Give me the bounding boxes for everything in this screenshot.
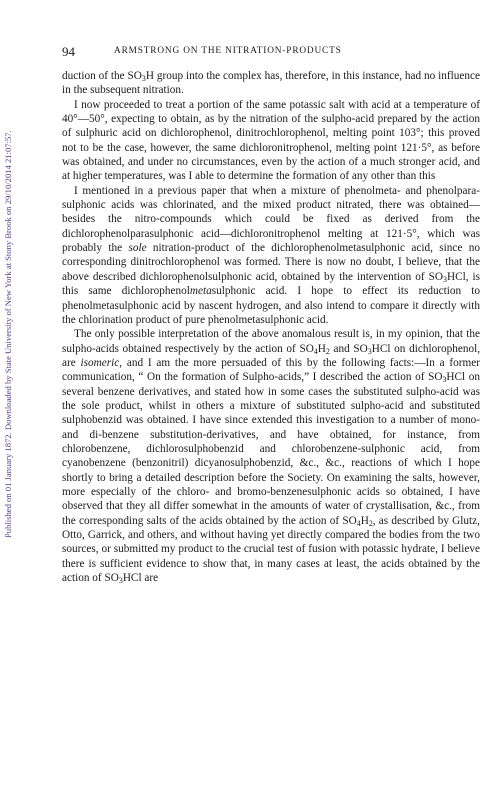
paragraph-4: The only possible interpretation of the above anomalous result is, in my opinion, that the sulpho-acids obtained respectively by the action of $SO_4H_2$ and $SO_3HCl$ on dichlorophenol, are isomeric, and I am the more persuaded of this by the following facts:—In a former communication, “ On the formation of Sulpho-acids,” I described the action of $SO_3HCl$ on several benzene derivatives, and stated how in some cases the substituted sulpho-acid was the sole product, whilst in others a mixture of substituted sulpho-acid and substituted sulphobenzid was obtained. I have since extended this investigation to a number of mono- and di-benzene substitution-derivatives, and have obtained, for instance, from chlorobenzene, dichlorosulphobenzid and chlorobenzene-sulphonic acid, from cyanobenzene (benzonitril) dicyanosulphobenzid, &c., &c., reactions of which I hope shortly to bring a detailed description before the Society. On examining the salts, however, more especially of the chloro- and bromo-benzenesulphonic acids so obtained, I have observed that they all differ somewhat in the amounts of water of crystallisation, &c., from the corresponding salts of the acids obtained by the action of $SO_4H_2$, as described by Glutz, Otto, Garrick, and others, and without having yet directly compared the bodies from the two sources, or submitted my product to the crucial test of fusion with potassic hydrate, I believe there is sufficient evidence to show that, in many cases at least, the acids obtained by the action of $SO_3HCl$ are	[62, 328, 481, 585]
page-header	[62, 44, 474, 60]
download-notice: Published on 01 January 1872. Downloaded by State University of New York at Stony Brook on 29/10/2014 21:07:57.	[3, 130, 13, 538]
paragraph-2: I now proceeded to treat a portion of the same potassic salt with acid at a temperature of 40°—50°, expecting to obtain, as by the nitration of the sulpho-acid prepared by the action of sulphuric acid on dichlorophenol, dinitrochlorophenol, melting point 103°; this proved not to be the case, however, the same dichloronitrophenol, melting point 121·5°, as before was obtained, and under no circumstances, even by the action of a much stronger acid, and at higher temperatures, was I able to determine the formation of any other than this	[62, 98, 480, 183]
page-number: 94	[62, 44, 75, 59]
article-body	[62, 69, 480, 585]
paragraph-1: duction of the $SO_3H$ group into the complex has, therefore, in this instance, had no influence in the subsequent nitration.	[62, 70, 480, 97]
paragraph-3: I mentioned in a previous paper that when a mixture of phenolmeta- and phenolpara-sulphonic acids was chlorinated, and the mixed product nitrated, there was obtained—besides the nitro-compounds which could be fixed as derived from the dichlorophenolparasulphonic acid—dichloronitrophenol melting at 121·5°, which was probably the sole nitration-product of the dichlorophenolmetasulphonic acid, since no corresponding dinitrochlorophenol was formed. There is now no doubt, I believe, that the above described dichlorophenolsulphonic acid, obtained by the intervention of $SO_3HCl$, is this same dichlorophenolmetasulphonic acid. I hope to effect its reduction to phenolmetasulphonic acid by nascent hydrogen, and also intend to compare it directly with the chlorination product of pure phenolmetasulphonic acid.	[62, 184, 480, 326]
running-head: ARMSTRONG ON THE NITRATION-PRODUCTS	[114, 46, 342, 56]
